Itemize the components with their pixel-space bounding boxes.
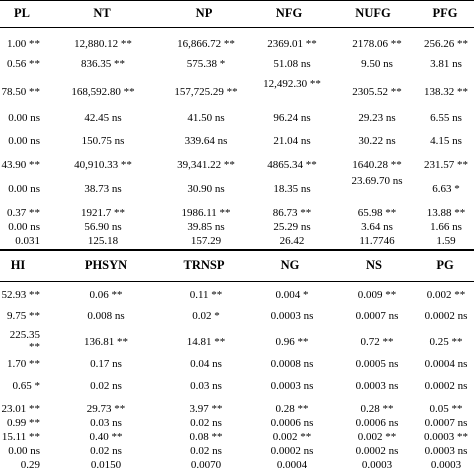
table-cell: 0.008 ns	[87, 310, 125, 322]
col-header-nufg: NUFG	[355, 6, 391, 20]
table-cell: 0.28 **	[360, 403, 394, 415]
table-cell: 0.02 *	[192, 310, 220, 322]
table-cell: 23.69.70 ns	[351, 175, 403, 187]
table-cell: 16,866.72 **	[177, 38, 235, 50]
table-cell: 12,492.30 **	[263, 78, 321, 90]
table-cell: 23.01 **	[1, 403, 40, 415]
table-cell: 2178.06 **	[352, 38, 402, 50]
table-cell: 14.81 **	[186, 336, 226, 348]
table-cell: 26.42	[279, 235, 305, 247]
table-cell: 4865.34 **	[267, 159, 317, 171]
table-cell: 21.04 ns	[273, 135, 311, 147]
top-table-bottom-rule	[0, 250, 474, 251]
table-cell: 0.009 **	[357, 289, 397, 301]
table-cell: 38.73 ns	[84, 183, 122, 195]
table-cell: 3.64 ns	[361, 221, 393, 233]
table-cell: 0.0003 ns	[270, 380, 314, 392]
table-cell: 0.0005 ns	[355, 358, 399, 370]
table-cell: 0.0002 ns	[355, 445, 399, 457]
table-cell: 0.0007 ns	[424, 417, 468, 429]
table-cell: 0.0002 ns	[424, 310, 468, 322]
table-cell: 0.37 **	[7, 207, 40, 219]
table-cell: 0.0004 ns	[424, 358, 468, 370]
table-cell: 0.004 *	[275, 289, 309, 301]
top-table-header-rule	[0, 27, 474, 28]
table-cell: 0.29	[20, 459, 40, 471]
table-cell: 0.0150	[90, 459, 122, 471]
table-cell: 0.0003	[361, 459, 393, 471]
table-cell: 78.50 **	[1, 86, 40, 98]
table-cell: 1.59	[436, 235, 456, 247]
table-cell: 65.98 **	[357, 207, 397, 219]
table-cell: 42.45 ns	[84, 112, 122, 124]
col-header-pg: PG	[436, 258, 454, 272]
table-cell: 12,880.12 **	[74, 38, 132, 50]
table-cell: 25.29 ns	[273, 221, 311, 233]
table-cell: 41.50 ns	[187, 112, 225, 124]
table-cell: 0.06 **	[89, 289, 123, 301]
table-cell: 575.38 *	[186, 58, 226, 70]
table-cell: 15.11 **	[1, 431, 40, 443]
col-header-trnsp: TRNSP	[183, 258, 225, 272]
table-cell: 0.002 **	[426, 289, 466, 301]
table-cell: 0.0002 ns	[270, 445, 314, 457]
table-cell: 4.15 ns	[430, 135, 462, 147]
table-cell: 1.66 ns	[430, 221, 462, 233]
table-cell: 0.0003 ns	[424, 445, 468, 457]
table-cell: 836.35 **	[81, 58, 125, 70]
table-cell: 0.11 **	[189, 289, 223, 301]
col-header-np: NP	[195, 6, 213, 20]
table-cell: 0.0003 ns	[355, 380, 399, 392]
table-cell: 13.88 **	[426, 207, 466, 219]
table-cell: 150.75 ns	[81, 135, 125, 147]
table-cell: 0.0003 **	[424, 431, 468, 443]
table-cell: 6.55 ns	[430, 112, 462, 124]
table-cell: 256.26 **	[424, 38, 468, 50]
col-header-ns: NS	[366, 258, 382, 272]
table-cell: 1.70 **	[7, 358, 40, 370]
top-table-top-rule	[0, 0, 474, 1]
table-cell: 0.0004	[276, 459, 308, 471]
table-cell: 1640.28 **	[352, 159, 402, 171]
table-cell: 96.24 ns	[273, 112, 311, 124]
table-cell: 0.02 ns	[190, 445, 222, 457]
table-cell: 0.28 **	[275, 403, 309, 415]
table-cell: 0.00 ns	[8, 221, 40, 233]
table-cell: 1921.7 **	[81, 207, 125, 219]
table-cell: 0.40 **	[89, 431, 123, 443]
table-cell: 29.23 ns	[358, 112, 396, 124]
col-header-pfg: PFG	[432, 6, 458, 20]
table-cell: 0.02 ns	[90, 445, 122, 457]
table-cell: 0.17 ns	[90, 358, 122, 370]
col-header-pl: PL	[14, 6, 30, 20]
col-header-nt: NT	[93, 6, 111, 20]
bottom-table-top-rule	[0, 249, 474, 250]
table-cell: 18.35 ns	[273, 183, 311, 195]
table-cell: 0.031	[15, 235, 40, 247]
table-cell: 0.0006 ns	[355, 417, 399, 429]
table-cell: 29.73 **	[86, 403, 126, 415]
table-cell: 0.0003 ns	[270, 310, 314, 322]
table-cell: 52.93 **	[1, 289, 40, 301]
table-cell: 138.32 **	[424, 86, 468, 98]
table-cell: 86.73 **	[272, 207, 312, 219]
table-cell: 0.99 **	[7, 417, 40, 429]
table-cell: 43.90 **	[1, 159, 40, 171]
table-cell: 157,725.29 **	[174, 86, 238, 98]
table-cell: 3.81 ns	[430, 58, 462, 70]
table-cell: 1.00 **	[7, 38, 40, 50]
table-cell: 51.08 ns	[273, 58, 311, 70]
table-cell: 0.08 **	[189, 431, 223, 443]
table-cell: 0.25 **	[429, 336, 463, 348]
col-header-ng: NG	[280, 258, 300, 272]
table-cell: 157.29	[190, 235, 222, 247]
table-cell: 0.0007 ns	[355, 310, 399, 322]
table-cell: 0.0070	[190, 459, 222, 471]
table-cell: 0.00 ns	[8, 183, 40, 195]
col-header-phsyn: PHSYN	[84, 258, 128, 272]
table-cell: 2305.52 **	[352, 86, 402, 98]
table-cell: 231.57 **	[424, 159, 468, 171]
table-cell: 9.75 **	[7, 310, 40, 322]
table-cell: 0.02 ns	[90, 380, 122, 392]
col-header-hi: HI	[10, 258, 26, 272]
table-cell: 0.03 ns	[90, 417, 122, 429]
table-cell: 0.96 **	[275, 336, 309, 348]
table-cell: 1986.11 **	[181, 207, 231, 219]
table-cell: 40,910.33 **	[74, 159, 132, 171]
table-cell: 0.0008 ns	[270, 358, 314, 370]
table-cell: 136.81 **	[84, 336, 128, 348]
bottom-table-header-rule	[0, 281, 474, 282]
table-cell: 0.04 ns	[190, 358, 222, 370]
table-cell: 0.00 ns	[8, 135, 40, 147]
table-cell: 11.7746	[359, 235, 395, 247]
table-cell: 339.64 ns	[184, 135, 228, 147]
table-cell: 56.90 ns	[84, 221, 122, 233]
table-cell: 0.0006 ns	[270, 417, 314, 429]
table-cell: 39.85 ns	[187, 221, 225, 233]
table-cell: 0.0003	[430, 459, 462, 471]
table-cell: 0.00 ns	[8, 445, 40, 457]
table-cell: 0.002 **	[272, 431, 312, 443]
table-cell: 225.35 **	[9, 329, 40, 353]
table-cell: 9.50 ns	[361, 58, 393, 70]
table-cell: 0.00 ns	[8, 112, 40, 124]
table-cell: 0.02 ns	[190, 417, 222, 429]
table-cell: 6.63 *	[432, 183, 460, 195]
table-cell: 3.97 **	[189, 403, 223, 415]
table-cell: 0.0002 ns	[424, 380, 468, 392]
table-cell: 125.18	[87, 235, 119, 247]
table-cell: 0.03 ns	[190, 380, 222, 392]
table-cell: 2369.01 **	[267, 38, 317, 50]
table-cell: 0.65 *	[12, 380, 40, 392]
table-cell: 0.05 **	[429, 403, 463, 415]
table-cell: 168,592.80 **	[71, 86, 135, 98]
table-cell: 0.56 **	[7, 58, 40, 70]
table-cell: 0.002 **	[357, 431, 397, 443]
table-cell: 0.72 **	[360, 336, 394, 348]
table-cell: 30.90 ns	[187, 183, 225, 195]
table-cell: 39,341.22 **	[177, 159, 235, 171]
col-header-nfg: NFG	[275, 6, 303, 20]
table-cell: 30.22 ns	[358, 135, 396, 147]
